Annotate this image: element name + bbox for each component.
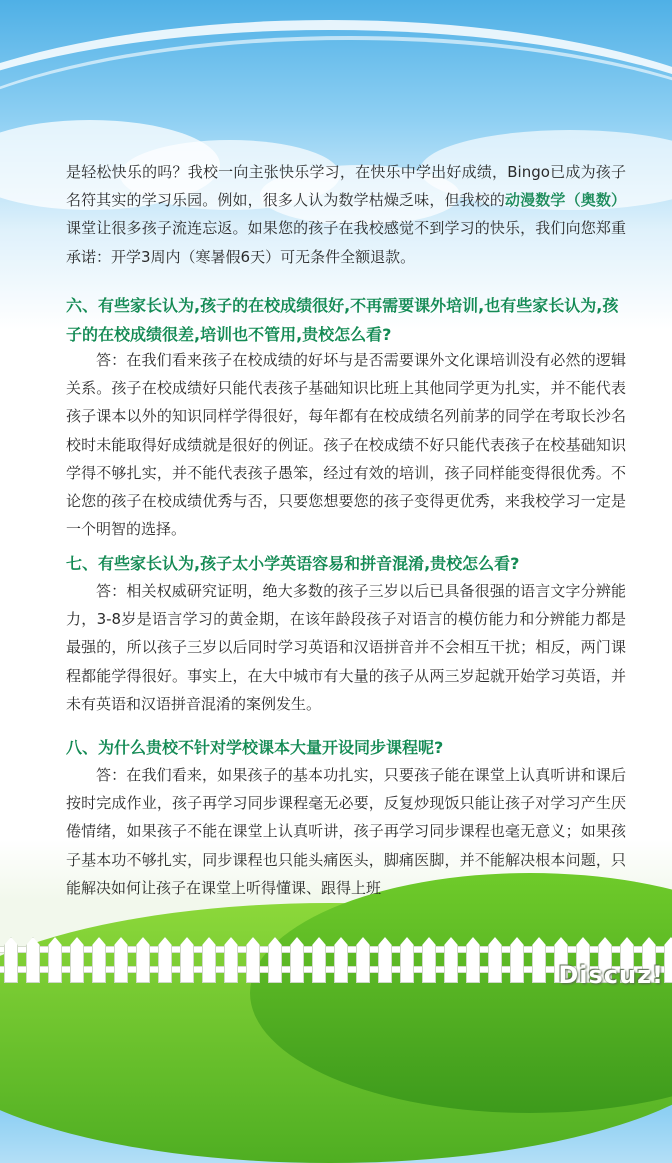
fence-post [488,937,502,983]
fence-post [48,937,62,983]
discuz-watermark: Discuz! [558,961,664,989]
fence-post [224,937,238,983]
fence-post [532,937,546,983]
section-heading-7: 七、有些家长认为,孩子太小学英语容易和拼音混淆,贵校怎么看? [66,554,520,573]
section-answer-8: 答：在我们看来，如果孩子的基本功扎实，只要孩子能在课堂上认真听讲和课后按时完成作业，孩子再学习同步课程毫无必要，反复炒现饭只能让孩子对学习产生厌倦情绪，如果孩子不能在课堂上认真听讲，孩子再学习同步课程也毫无意义；如果孩子基本功不够扎实，同步课程也只能头痛医头，脚痛医脚，并不能解决根本问题，只能解决如何让孩子在课堂上听得懂课、跟得上班 [66,766,626,897]
fence-post [268,937,282,983]
fence-post [246,937,260,983]
fence-post [422,937,436,983]
highlight-anime-math: 动漫数学（奥数） [505,191,626,210]
intro-paragraph [66,158,626,271]
fence-post [202,937,216,983]
fence-post [114,937,128,983]
fence-post [70,937,84,983]
section-heading-6: 六、有些家长认为,孩子的在校成绩很好,不再需要课外培训,也有些家长认为,孩子的在校成绩很差,培训也不管用,贵校怎么看? [66,296,619,344]
intro-text-start: 是轻松快乐的吗？我校一向主张快乐学习，在快乐中学出好成绩，Bingo已成为孩子名符其实的学习乐园。例如，很多人认为数学枯燥乏味，但我校的 [66,163,626,210]
section-answer-7: 答：相关权威研究证明，绝大多数的孩子三岁以后已具备很强的语言文字分辨能力，3-8岁是语言学习的黄金期，在该年龄段孩子对语言的模仿能力和分辨能力都是最强的，所以孩子三岁以后同时学习英语和汉语拼音并不会相互干扰；相反，两门课程都能学得很好。事实上，在大中城市有大量的孩子从两三岁起就开始学习英语，并未有英语和汉语拼音混淆的案例发生。 [66,582,626,713]
intro-text-end: 课堂让很多孩子流连忘返。如果您的孩子在我校感觉不到学习的快乐，我们向您郑重承诺：开学3周内（寒暑假6天）可无条件全额退款。 [66,219,626,266]
fence-post [510,937,524,983]
fence-post [180,937,194,983]
section-answer-6: 答：在我们看来孩子在校成绩的好坏与是否需要课外文化课培训没有必然的逻辑关系。孩子在校成绩好只能代表孩子基础知识比班上其他同学更为扎实，并不能代表孩子课本以外的知识同样学得很好，每年都有在校成绩名列前茅的同学在考取长沙名校时未能取得好成绩就是很好的例证。孩子在校成绩不好只能代表孩子在校基础知识学得不够扎实，并不能代表孩子愚笨，经过有效的培训，孩子同样能变得很优秀。不论您的孩子在校成绩优秀与否，只要您想要您的孩子变得更优秀，来我校学习一定是一个明智的选择。 [66,351,626,539]
fence-post [158,937,172,983]
fence-post [356,937,370,983]
fence-post [136,937,150,983]
fence-post [444,937,458,983]
fence-post [92,937,106,983]
section-heading-8: 八、为什么贵校不针对学校课本大量开设同步课程呢? [66,738,444,757]
fence-post [466,937,480,983]
fence-post [312,937,326,983]
fence-post [4,937,18,983]
fence-post [26,937,40,983]
fence-post [400,937,414,983]
fence-post [334,937,348,983]
fence-post [664,937,672,983]
fence-post [378,937,392,983]
fence-post [290,937,304,983]
